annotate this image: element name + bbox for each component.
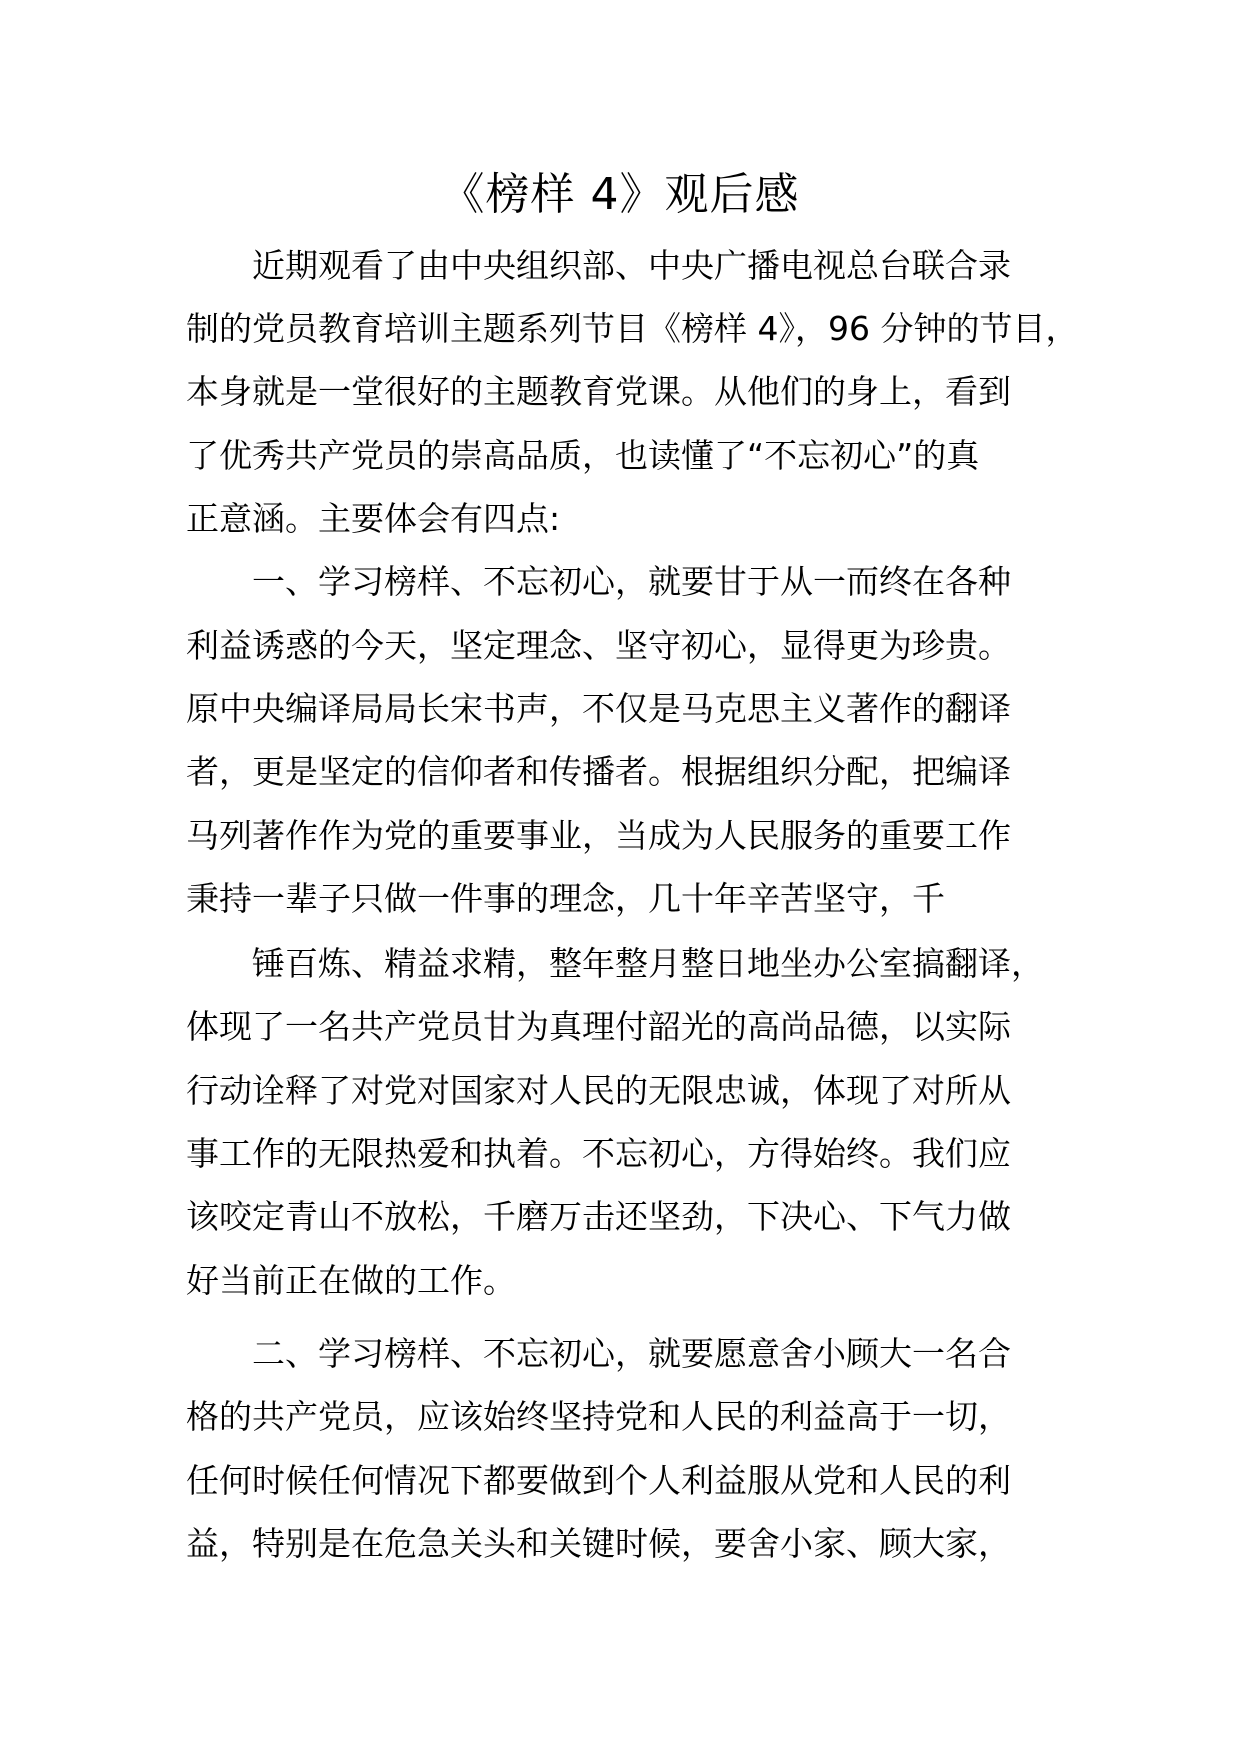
text-line: 者，更是坚定的信仰者和传播者。根据组织分配，把编译 [186,752,1011,791]
text-line: 马列著作作为党的重要事业，当成为人民服务的重要工作 [186,816,1011,855]
text-line: 本身就是一堂很好的主题教育党课。从他们的身上，看到 [186,372,1011,411]
text-line: 制的党员教育培训主题系列节目《榜样 4》，96 分钟的节目， [186,309,1079,348]
document-title: 《榜样 4》观后感 [440,169,800,220]
text-line: 了优秀共产党员的崇高品质，也读懂了“不忘初心”的真 [186,436,980,475]
text-line: 行动诠释了对党对国家对人民的无限忠诚，体现了对所从 [186,1071,1011,1110]
text-line: 该咬定青山不放松，千磨万击还坚劲，下决心、下气力做 [186,1197,1011,1236]
text-line: 格的共产党员，应该始终坚持党和人民的利益高于一切， [186,1397,1011,1436]
text-line: 体现了一名共产党员甘为真理付韶光的高尚品德，以实际 [186,1007,1011,1046]
text-line: 近期观看了由中央组织部、中央广播电视总台联合录 [252,246,1011,285]
text-line: 原中央编译局局长宋书声，不仅是马克思主义著作的翻译 [186,689,1011,728]
text-line: 秉持一辈子只做一件事的理念，几十年辛苦坚守，千 [186,879,945,918]
text-line: 好当前正在做的工作。 [186,1261,516,1300]
text-line: 事工作的无限热爱和执着。不忘初心，方得始终。我们应 [186,1134,1011,1173]
text-line: 二、学习榜样、不忘初心，就要愿意舍小顾大一名合 [252,1334,1011,1373]
text-line: 益，特别是在危急关头和关键时候，要舍小家、顾大家， [186,1524,1011,1563]
text-line: 锤百炼、精益求精，整年整月整日地坐办公室搞翻译， [252,944,1044,983]
text-line: 利益诱惑的今天，坚定理念、坚守初心，显得更为珍贵。 [186,626,1011,665]
text-line: 一、学习榜样、不忘初心，就要甘于从一而终在各种 [252,562,1011,601]
text-line: 任何时候任何情况下都要做到个人利益服从党和人民的利 [186,1461,1011,1500]
text-line: 正意涵。主要体会有四点: [186,499,561,538]
